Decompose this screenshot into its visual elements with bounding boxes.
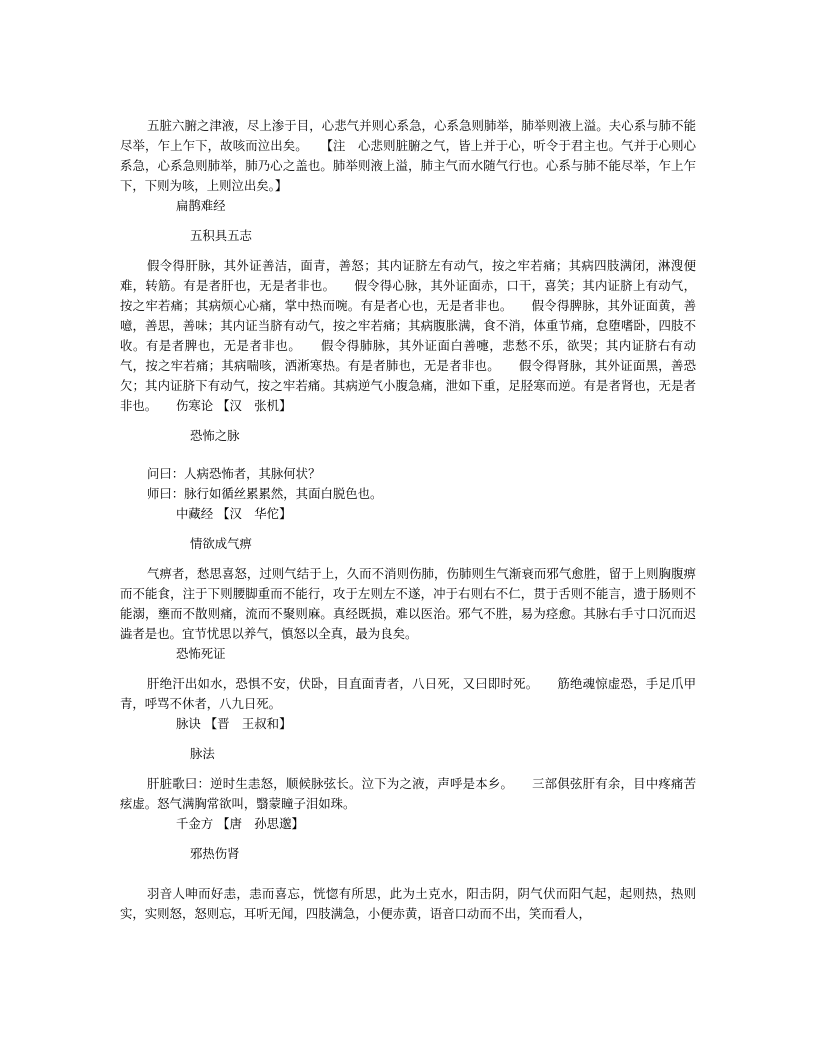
source-line-qianjin: 千金方 【唐 孙思邈】 [176,816,304,831]
paragraph-qibi: 气痹者，愁思喜怒，过则气结于上，久而不消则伤肺，伤肺则生气渐衰而邪气愈胜，留于上则胸腹痹而不能食，注于下则腰脚重而不能行，攻于左则左不遂，冲于右则右不仁，贯于舌则不能言，遗于肠则不能溺，壅而不散则痛，流而不聚则麻。真经既损，难以医治。邪气不胜，易为痉愈。其脉右手寸口沉而迟澁者是也。宜节忧思以养气，慎怒以全真，最为良矣。 [120,566,696,641]
paragraph-maifa: 肝脏歌曰：逆时生恚怒，顺候脉弦长。泣下为之液，声呼是本乡。 三部俱弦肝有余，目中疼痛苦痃虚。怒气满胸常欲叫，翳蒙瞳子泪如珠。 [120,776,696,811]
section-title-qingyu: 情欲成气痹 [190,536,252,551]
source-line-shanghan: 伤寒论 【汉 张机】 [176,398,292,413]
section-title-xiere: 邪热伤肾 [190,846,240,861]
paragraph-wuji: 假令得肝脉，其外证善洁，面青，善怒；其内证脐左有动气，按之牢若痛；其病四肢满闭，淋溲便难，转筋。有是者肝也，无是者非也。 假令得心脉，其外证面赤，口干，喜笑；其内证脐上有动气，按之牢若痛；其病烦心心痛，掌中热而啘。有是者心也，无是者非也。 假令得脾脉，其外证面黄，善噫，善思，善味；其内证当脐有动气，按之牢若痛；其病腹胀满，食不消，体重节痛，怠堕嗜卧，四肢不收。有是者脾也，无是者非也。 假令得肺脉，其外证面白善嚏，悲愁不乐，欲哭；其内证脐右有动气，按之牢若痛；其病喘咳，洒淅寒热。有是者肺也，无是者非也。 假令得肾脉，其外证面黑，善恐欠；其内证脐下有动气，按之牢若痛。其病逆气小腹急痛，泄如下重，足胫寒而逆。有是者肾也，无是者非也。 [120,258,696,413]
source-line-maijue: 脉诀 【晋 王叔和】 [176,716,292,731]
answer-line: 师曰：脉行如循丝累累然，其面白脱色也。 [147,486,383,501]
paragraph-heart-grief: 五脏六腑之津液，尽上渗于目，心悲气并则心系急，心系急则肺举，肺举则液上溢。夫心系与肺不能尽举，乍上乍下，故咳而泣出矣。 【注 心悲则脏腑之气，皆上并于心，听令于君主也。气并于心则心系急，心系急则肺举，肺乃心之盖也。肺举则液上溢，肺主气而水随气行也。心系与肺不能尽举，乍上乍下，下则为咳，上则泣出矣。】 [120,118,696,193]
question-line: 问曰：人病恐怖者，其脉何状？ [147,466,321,481]
section-title-maifa: 脉法 [190,746,215,761]
section-title-wuji: 五积具五志 [190,228,252,243]
source-line-zhongzang: 中藏经 【汉 华佗】 [176,506,292,521]
section-title-kongbu-sizheng: 恐怖死证 [176,646,226,661]
section-title-kongbu-mai: 恐怖之脉 [190,428,240,443]
paragraph-xiere: 羽音人呻而好恚，恚而喜忘，恍惚有所思，此为土克水，阳击阴，阴气伏而阳气起，起则热，热则实，实则怒，怒则忘，耳听无闻，四肢满急，小便赤黄，语音口动而不出，笑而看人， [120,886,696,921]
paragraph-sizheng: 肝绝汗出如水，恐惧不安，伏卧，目直面青者，八日死，又曰即时死。 筋绝魂惊虚恐，手足爪甲青，呼骂不休者，八九日死。 [120,676,696,711]
source-line-nanjing: 扁鹊难经 [176,198,226,213]
